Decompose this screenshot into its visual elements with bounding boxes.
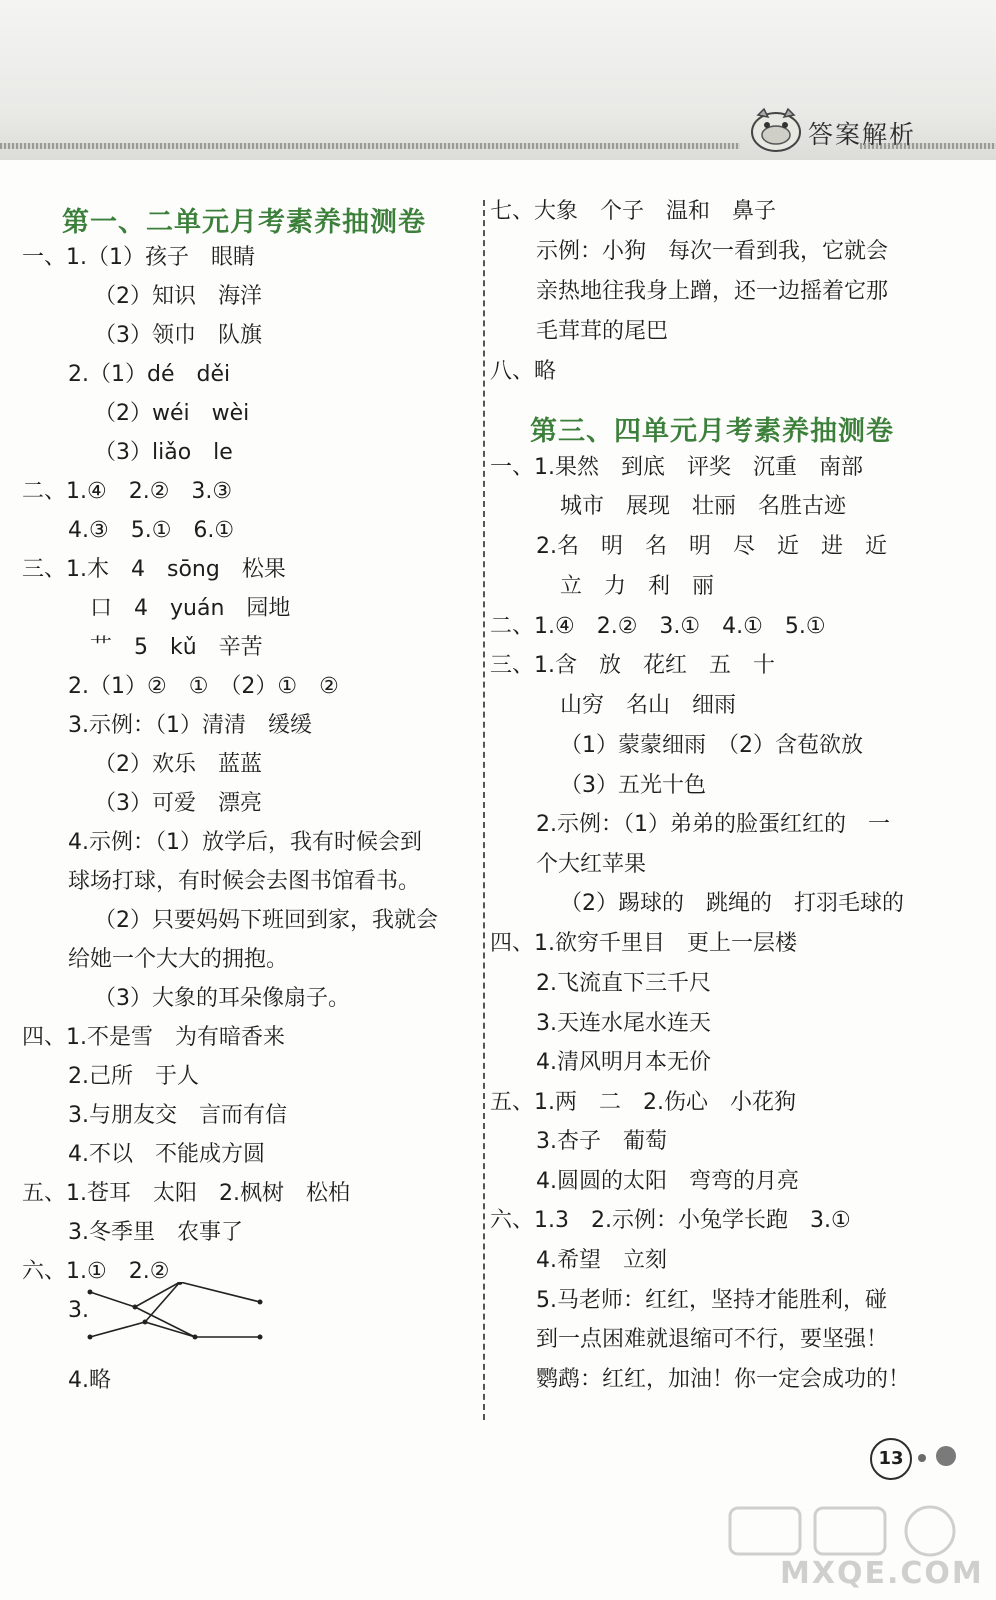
right-line: （3）五光十色 bbox=[560, 773, 706, 798]
right-line: 六、1.3 2.示例：小兔学长跑 3.① bbox=[490, 1208, 851, 1233]
right-line: 4.圆圆的太阳 弯弯的月亮 bbox=[536, 1169, 799, 1194]
left-line: 球场打球，有时候会去图书馆看书。 bbox=[68, 869, 421, 894]
left-line: 3. bbox=[68, 1298, 89, 1323]
right-line: 四、1.欲穷千里目 更上一层楼 bbox=[490, 931, 797, 956]
left-line: 艹 5 kǔ 辛苦 bbox=[90, 635, 263, 660]
right-line: 3.杏子 葡萄 bbox=[536, 1129, 667, 1154]
page-number: 13 bbox=[870, 1438, 912, 1480]
left-line: （3）可爱 漂亮 bbox=[94, 791, 262, 816]
header-label: 答案解析 bbox=[808, 120, 917, 149]
right-line: 城市 展现 壮丽 名胜古迹 bbox=[560, 494, 847, 519]
right-section-title: 第三、四单元月考素养抽测卷 bbox=[530, 416, 894, 447]
right-line: 三、1.含 放 花红 五 十 bbox=[490, 653, 775, 678]
right-line: 毛茸茸的尾巴 bbox=[536, 319, 669, 344]
left-line: 2.己所 于人 bbox=[68, 1064, 199, 1089]
header-rule bbox=[0, 143, 740, 149]
left-line: 三、1.木 4 sōng 松果 bbox=[22, 557, 286, 582]
left-line: （3）liǎo le bbox=[94, 440, 233, 465]
left-line: 四、1.不是雪 为有暗香来 bbox=[22, 1025, 285, 1050]
left-line: （2）wéi wèi bbox=[94, 401, 250, 426]
watermark-text: MXQE.COM bbox=[780, 1556, 984, 1591]
left-line: （2）知识 海洋 bbox=[94, 284, 262, 309]
right-line: （2）踢球的 跳绳的 打羽毛球的 bbox=[560, 891, 904, 916]
matching-lines-diagram bbox=[85, 1282, 270, 1357]
left-line: 五、1.苍耳 太阳 2.枫树 松柏 bbox=[22, 1181, 350, 1206]
watermark-logo bbox=[720, 1500, 990, 1600]
left-line: 给她一个大大的拥抱。 bbox=[68, 947, 289, 972]
left-line: （3）领巾 队旗 bbox=[94, 323, 262, 348]
right-line: 3.天连水尾水连天 bbox=[536, 1011, 711, 1036]
right-line: 鹦鹉：红红，加油！你一定会成功的！ bbox=[536, 1367, 911, 1392]
left-line: 3.示例：（1）清清 缓缓 bbox=[68, 713, 312, 738]
left-line: 口 4 yuán 园地 bbox=[90, 596, 291, 621]
left-line: 3.冬季里 农事了 bbox=[68, 1220, 243, 1245]
right-line: 4.希望 立刻 bbox=[536, 1248, 667, 1273]
left-line: 二、1.④ 2.② 3.③ bbox=[22, 479, 233, 504]
right-line: 一、1.果然 到底 评奖 沉重 南部 bbox=[490, 455, 863, 480]
left-line: 4.示例：（1）放学后，我有时候会到 bbox=[68, 830, 422, 855]
right-line: 立 力 利 丽 bbox=[560, 574, 715, 599]
footer-dot-small bbox=[918, 1454, 926, 1462]
right-line: 七、大象 个子 温和 鼻子 bbox=[490, 199, 777, 224]
right-line: 4.清风明月本无价 bbox=[536, 1050, 711, 1075]
left-line: 六、1.① 2.② bbox=[22, 1259, 170, 1284]
mascot-icon bbox=[748, 105, 804, 153]
right-line: 山穷 名山 细雨 bbox=[560, 693, 737, 718]
left-line: 一、1.（1）孩子 眼睛 bbox=[22, 245, 255, 270]
right-line: 2.名 明 名 明 尽 近 进 近 bbox=[536, 534, 887, 559]
left-line: （2）只要妈妈下班回到家，我就会 bbox=[94, 908, 438, 933]
right-line: 亲热地往我身上蹭，还一边摇着它那 bbox=[536, 279, 889, 304]
column-divider bbox=[483, 200, 485, 1420]
left-line: （2）欢乐 蓝蓝 bbox=[94, 752, 262, 777]
left-section-title: 第一、二单元月考素养抽测卷 bbox=[62, 207, 426, 238]
left-line: （3）大象的耳朵像扇子。 bbox=[94, 986, 350, 1011]
right-line: 2.飞流直下三千尺 bbox=[536, 971, 711, 996]
left-line: 4.略 bbox=[68, 1368, 111, 1393]
right-line: 五、1.两 二 2.伤心 小花狗 bbox=[490, 1090, 796, 1115]
right-line: 到一点困难就退缩可不行，要坚强！ bbox=[536, 1327, 889, 1352]
right-line: 八、略 bbox=[490, 359, 557, 384]
right-line: 2.示例：（1）弟弟的脸蛋红红的 一 bbox=[536, 812, 890, 837]
left-line: 4.③ 5.① 6.① bbox=[68, 518, 235, 543]
right-line: 个大红苹果 bbox=[536, 852, 647, 877]
left-line: 3.与朋友交 言而有信 bbox=[68, 1103, 287, 1128]
left-line: 2.（1）dé děi bbox=[68, 362, 231, 387]
right-line: 二、1.④ 2.② 3.① 4.① 5.① bbox=[490, 614, 826, 639]
footer-dot-large bbox=[936, 1446, 956, 1466]
right-line: 示例：小狗 每次一看到我，它就会 bbox=[536, 239, 889, 264]
right-line: （1）蒙蒙细雨 （2）含苞欲放 bbox=[560, 733, 863, 758]
right-line: 5.马老师：红红，坚持才能胜利，碰 bbox=[536, 1288, 887, 1313]
left-line: 4.不以 不能成方圆 bbox=[68, 1142, 265, 1167]
left-line: 2.（1）② ① （2）① ② bbox=[68, 674, 339, 699]
